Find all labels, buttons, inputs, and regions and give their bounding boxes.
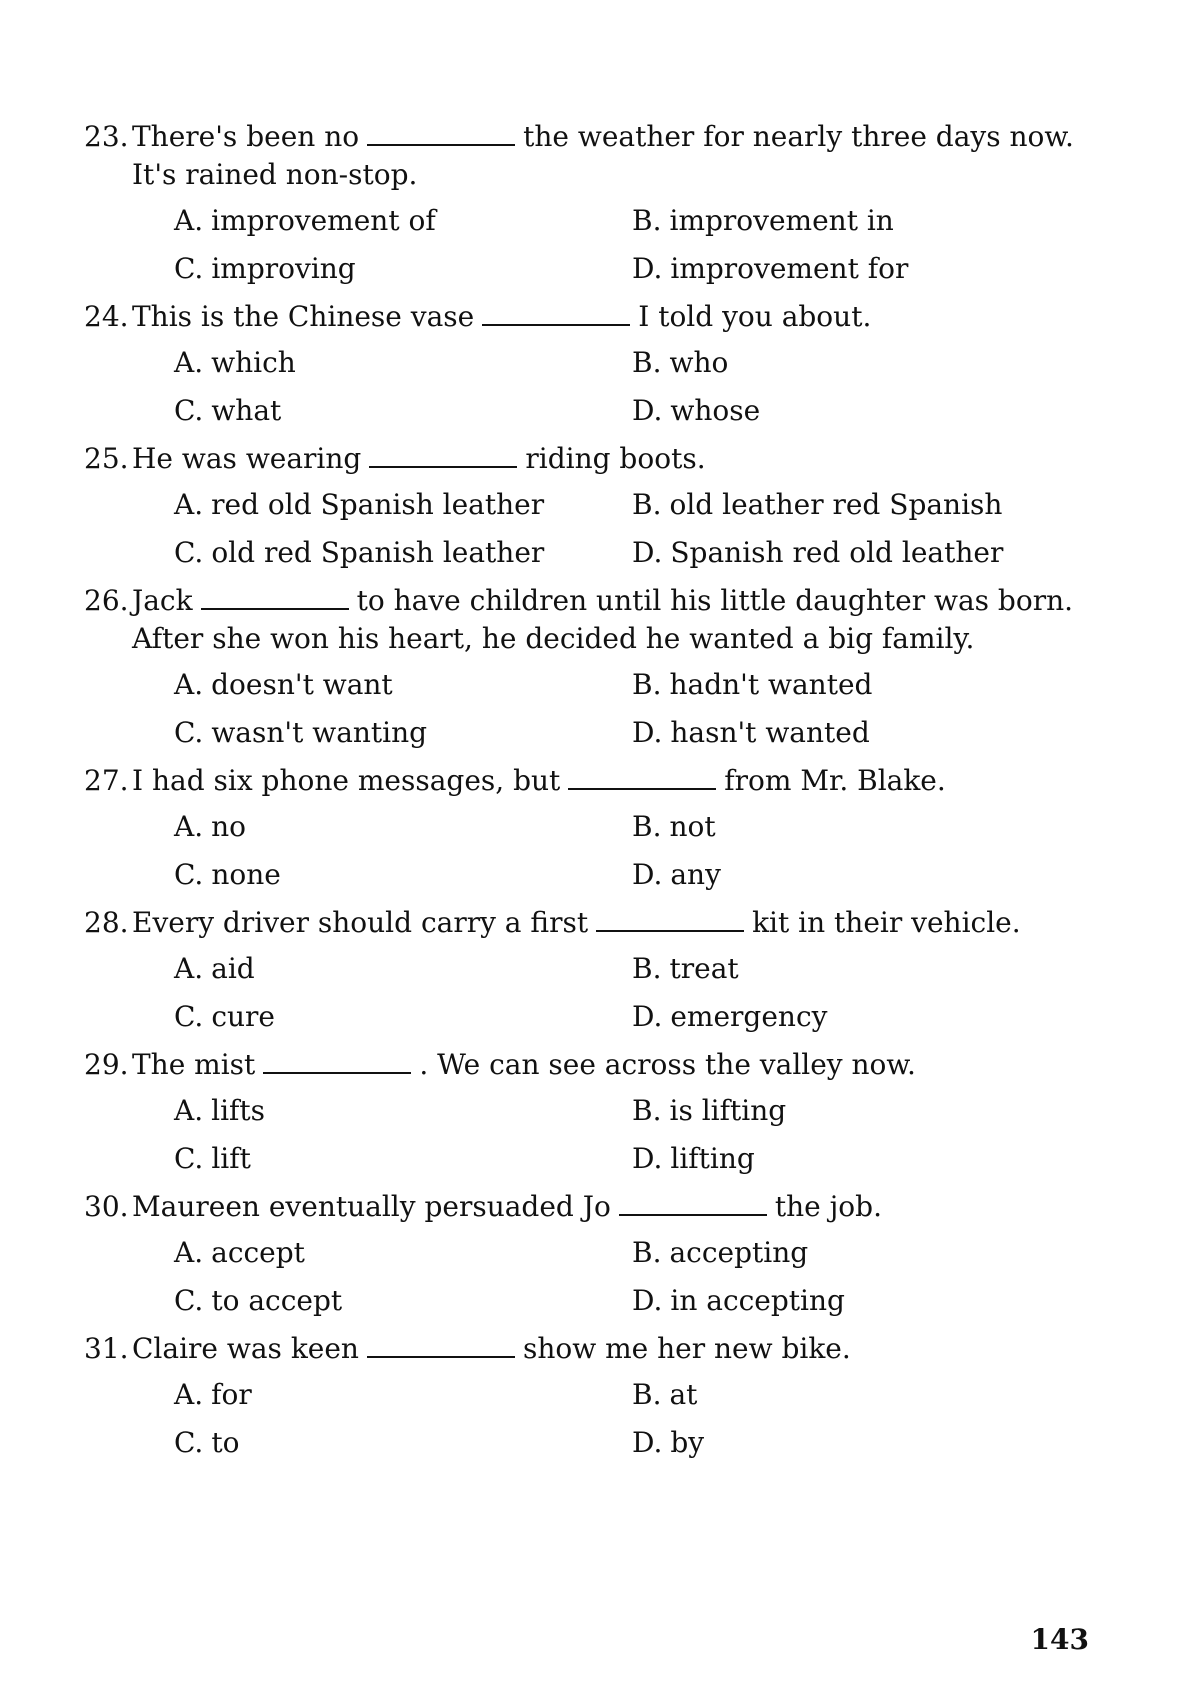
question-line-1 [132,118,1074,156]
option-text: hadn't wanted [669,668,873,701]
option-c [174,1424,632,1462]
answer-blank [619,1192,767,1216]
option-a [174,808,632,846]
question-stem [84,904,1114,942]
question-stem [84,1188,1114,1226]
option-b [632,344,1052,382]
question-list [84,118,1114,1472]
option-letter: B. [632,204,662,237]
option-letter: B. [632,346,662,379]
option-letter: A. [174,810,204,843]
option-text: hasn't wanted [670,716,870,749]
question-number: 30. [84,1190,129,1223]
option-d [632,392,1052,430]
option-letter: C. [174,252,204,285]
option-letter: C. [174,1000,204,1033]
answer-options [174,1376,1114,1462]
stem-part-2: riding boots. [525,442,706,475]
option-text: improvement in [669,204,894,237]
stem-part-1: Claire was keen [132,1332,359,1365]
option-b [632,666,1052,704]
question-line-1 [132,440,706,478]
stem-part-2: . We can see across the valley now. [419,1048,916,1081]
question-text [132,298,871,336]
option-text: aid [211,952,255,985]
question-text [132,440,706,478]
question-number: 26. [84,584,129,617]
option-text: improvement for [670,252,909,285]
option-letter: A. [174,488,204,521]
option-text: what [211,394,282,427]
question-line-2: After she won his heart, he decided he wanted a big family. [132,622,975,655]
option-letter: D. [632,1142,663,1175]
answer-blank [568,766,716,790]
question-25 [84,440,1114,572]
option-letter: B. [632,1236,662,1269]
option-letter: C. [174,716,204,749]
question-line-1 [132,1188,882,1226]
option-letter: B. [632,810,662,843]
option-d [632,856,1052,894]
option-letter: D. [632,536,663,569]
question-line-1 [132,904,1021,942]
answer-options [174,1092,1114,1178]
question-line-1 [132,1330,851,1368]
stem-part-2: from Mr. Blake. [724,764,946,797]
question-stem [84,1330,1114,1368]
stem-part-1: There's been no [132,120,360,153]
option-b [632,1376,1052,1414]
option-text: red old Spanish leather [211,488,545,521]
option-letter: A. [174,952,204,985]
option-a [174,1234,632,1272]
answer-options [174,666,1114,752]
option-a [174,1376,632,1414]
option-b [632,1234,1052,1272]
option-d [632,250,1052,288]
stem-part-2: I told you about. [638,300,872,333]
question-line-2: It's rained non-stop. [132,158,418,191]
option-letter: A. [174,204,204,237]
stem-part-2: the job. [774,1190,882,1223]
option-letter: C. [174,1426,204,1459]
stem-part-2: kit in their vehicle. [752,906,1021,939]
option-text: emergency [670,1000,828,1033]
stem-part-2: the weather for nearly three days now. [523,120,1074,153]
option-c [174,714,632,752]
stem-part-1: I had six phone messages, but [132,764,561,797]
question-line-1 [132,1046,916,1084]
option-text: in accepting [670,1284,845,1317]
question-27 [84,762,1114,894]
question-stem [84,582,1114,658]
question-number: 27. [84,764,129,797]
option-letter: A. [174,1236,204,1269]
option-text: lifting [670,1142,755,1175]
option-letter: B. [632,668,662,701]
option-letter: B. [632,488,662,521]
question-text [132,582,1073,658]
option-text: old leather red Spanish [669,488,1003,521]
question-stem [84,118,1114,194]
option-letter: C. [174,858,204,891]
option-c [174,856,632,894]
option-c [174,392,632,430]
option-d [632,714,1052,752]
option-text: accepting [669,1236,809,1269]
answer-blank [367,122,515,146]
answer-options [174,486,1114,572]
question-number: 28. [84,906,129,939]
option-c [174,1140,632,1178]
option-letter: A. [174,668,204,701]
answer-blank [369,444,517,468]
question-30 [84,1188,1114,1320]
option-d [632,1424,1052,1462]
option-b [632,202,1052,240]
question-number: 29. [84,1048,129,1081]
option-letter: C. [174,1142,204,1175]
question-text [132,762,946,800]
question-line-1 [132,762,946,800]
page-number: 143 [1030,1623,1089,1656]
option-text: any [670,858,721,891]
option-text: no [211,810,247,843]
option-text: Spanish red old leather [670,536,1004,569]
option-a [174,666,632,704]
answer-blank [596,908,744,932]
option-text: old red Spanish leather [211,536,545,569]
answer-options [174,344,1114,430]
question-text [132,1046,916,1084]
option-letter: D. [632,858,663,891]
option-text: by [670,1426,705,1459]
option-letter: C. [174,394,204,427]
option-letter: B. [632,952,662,985]
option-letter: A. [174,346,204,379]
option-text: wasn't wanting [211,716,428,749]
question-text [132,1330,851,1368]
option-c [174,534,632,572]
option-c [174,250,632,288]
option-b [632,1092,1052,1130]
option-a [174,950,632,988]
question-23 [84,118,1114,288]
option-d [632,998,1052,1036]
question-29 [84,1046,1114,1178]
question-31 [84,1330,1114,1462]
stem-part-2: show me her new bike. [522,1332,851,1365]
option-text: is lifting [669,1094,787,1127]
option-text: not [669,810,716,843]
option-letter: D. [632,1426,663,1459]
question-text [132,1188,882,1226]
stem-part-1: He was wearing [132,442,362,475]
question-26 [84,582,1114,752]
option-letter: D. [632,1284,663,1317]
question-number: 23. [84,120,129,153]
question-stem [84,762,1114,800]
option-text: whose [670,394,761,427]
option-letter: C. [174,1284,204,1317]
option-b [632,950,1052,988]
stem-part-1: Maureen eventually persuaded Jo [132,1190,611,1223]
option-a [174,486,632,524]
question-text [132,118,1074,194]
option-letter: D. [632,1000,663,1033]
option-text: who [669,346,729,379]
question-stem [84,440,1114,478]
question-text [132,904,1021,942]
question-line-1 [132,298,871,336]
option-b [632,808,1052,846]
option-letter: D. [632,394,663,427]
stem-part-1: Every driver should carry a first [132,906,589,939]
option-d [632,534,1052,572]
option-b [632,486,1052,524]
option-letter: A. [174,1378,204,1411]
option-c [174,1282,632,1320]
answer-options [174,808,1114,894]
option-d [632,1282,1052,1320]
question-24 [84,298,1114,430]
option-letter: A. [174,1094,204,1127]
question-28 [84,904,1114,1036]
stem-part-2: to have children until his little daughter was born. [356,584,1074,617]
answer-options [174,1234,1114,1320]
option-text: none [211,858,281,891]
option-d [632,1140,1052,1178]
answer-blank [201,586,349,610]
option-letter: B. [632,1094,662,1127]
answer-blank [367,1334,515,1358]
question-number: 25. [84,442,129,475]
option-text: doesn't want [211,668,393,701]
answer-blank [263,1050,411,1074]
option-text: lifts [211,1094,266,1127]
option-letter: D. [632,716,663,749]
option-text: at [669,1378,698,1411]
option-c [174,998,632,1036]
stem-part-1: The mist [132,1048,256,1081]
option-text: to [211,1426,240,1459]
question-stem [84,1046,1114,1084]
option-text: to accept [211,1284,343,1317]
option-a [174,202,632,240]
option-text: which [211,346,296,379]
option-letter: D. [632,252,663,285]
option-letter: B. [632,1378,662,1411]
option-a [174,1092,632,1130]
stem-part-1: Jack [132,584,193,617]
option-text: accept [211,1236,305,1269]
option-text: lift [211,1142,251,1175]
option-letter: C. [174,536,204,569]
option-text: cure [211,1000,275,1033]
option-a [174,344,632,382]
option-text: treat [669,952,739,985]
question-line-1 [132,582,1073,620]
question-number: 24. [84,300,129,333]
answer-options [174,950,1114,1036]
option-text: improvement of [211,204,436,237]
question-number: 31. [84,1332,129,1365]
option-text: for [211,1378,252,1411]
answer-options [174,202,1114,288]
stem-part-1: This is the Chinese vase [132,300,475,333]
answer-blank [482,302,630,326]
option-text: improving [211,252,356,285]
question-stem [84,298,1114,336]
